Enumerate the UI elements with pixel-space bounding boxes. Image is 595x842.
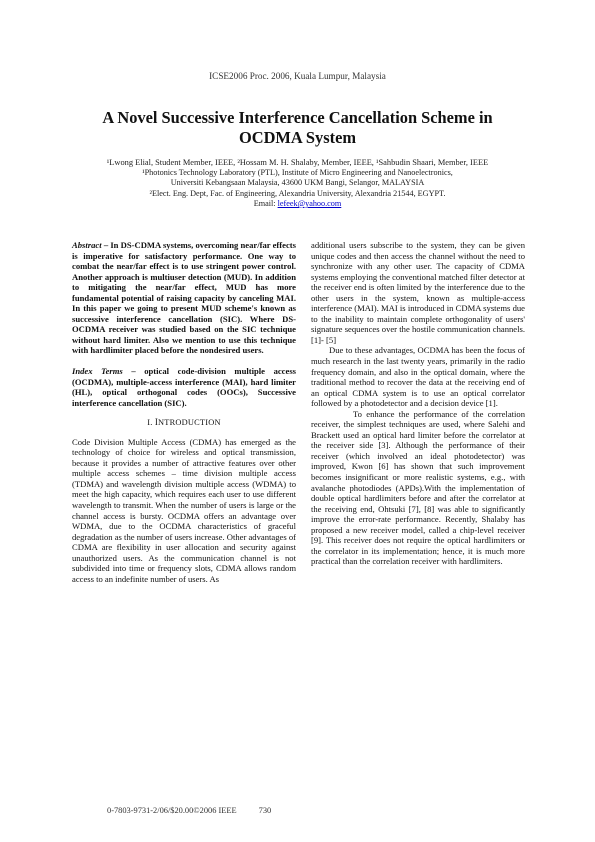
body-paragraph-right-3: To enhance the performance of the correlation receiver, the simplest techniques are used, where Salehi and Brackett used an optical hard limiter before the correlator at the receiver side [3]. Although the performance of their receiver (which involved an ideal photodetector) was improved, Kwon [6] has shown that such improvement becomes insignificant or more realistic systems, e.g., with avalanche photodiodes (APDs).With the implementation of double optical hardlimiters before and after the correlator at the receiving end, Ohtsuki [7], [8] was able to significantly improve the error-rate performance. Recently, Shalaby has proposed a new receiver model, called a chip-level receiver [9]. This receiver does not require the optical hardlimiters or the correlator in its implementation; hence, it is much more practical than the correlation receiver with hardlimiters.: [311, 408, 525, 567]
email-link[interactable]: lefeek@yahoo.com: [277, 198, 342, 208]
section-heading-introduction: [72, 417, 296, 429]
body-paragraph-left: Code Division Multiple Access (CDMA) has emerged as the technology of choice for wireless and optical transmission, because it provides a number of attractive features over other multiple access schemes – time division multiple access (TDMA) and wavelength division multiple access (WDMA) to meet the high capacity, which requires each user to use different wavelength to transmit. When the number of users is large or the channel access is bursty. OCDMA offers an advantage over WDMA, due to the OCDMA characteristics of graceful degradation as the number of users increase. Other advantages of CDMA are flexibility in user allocation and security against unauthorized users. As the communication channel is not subdivided into time or frequency slots, CDMA allows random access to an indefinite number of users. As: [72, 436, 296, 584]
section-numeral: I.: [147, 418, 155, 428]
body-paragraph-right-2: Due to these advantages, OCDMA has been the focus of much research in the last twenty years, primarily in the radio frequency domain, and also in the optical domain, where the traditional method to recover the data at the receiving end of an optical CDMA system is to use an optical correlator followed by a photodetector and a decision device [1].: [311, 345, 525, 409]
section-first-letter: I: [154, 417, 159, 428]
page-footer: [107, 806, 271, 815]
affiliation-line-2: Universiti Kebangsaan Malaysia, 43600 UKM Bangi, Selangor, MALAYSIA: [170, 178, 425, 188]
conference-header: ICSE2006 Proc. 2006, Kuala Lumpur, Malaysia: [209, 71, 386, 81]
section-rest: NTRODUCTION: [158, 418, 221, 428]
abstract: [72, 240, 296, 356]
email-line: [60, 199, 535, 209]
email-label: Email:: [253, 198, 278, 208]
abstract-text: – In DS-CDMA systems, overcoming near/far effects is imperative for satisfactory performance. One way to combat the near/far effect is to use stringent power control. Another approach is multiuser detection (MUD). In addition to mitigating the near/far effect, MUD has more fundamental potential of raising capacity by canceling MAI. In this paper we going to present MUD scheme's known as successive interference cancellation (SIC). Where DS-OCDMA receiver was studied based on the SIC technique without hard limiter. Also we mention to use this technique with hardlimiter placed before the nondesired users.: [72, 240, 296, 356]
abstract-lead: Abstract: [72, 240, 102, 250]
body-paragraph-right-1: additional users subscribe to the system, they can be given unique codes and then access the channel without the need to synchronize with any other user. The capacity of CDMA systems employing the conventional matched filter detector at the receiver end is often limited by the interference due to the other users in the system, known as multiple-access interference (MAI). MAI is introduced in CDMA systems due to the inability to maintain complete orthogonality of users' signature sequences over the hostile communication channels. [1]- [5]: [311, 240, 525, 345]
right-column: [311, 240, 525, 567]
affiliations: [60, 168, 535, 209]
left-column: [72, 240, 296, 584]
footer-isbn: 0-7803-9731-2/06/$20.00©2006 IEEE: [107, 806, 237, 815]
paper-title: [60, 108, 535, 148]
title-line-1: A Novel Successive Interference Cancellation Scheme in: [102, 108, 493, 127]
page-number: 730: [258, 806, 272, 815]
index-terms: [72, 366, 296, 408]
title-line-2: OCDMA System: [239, 128, 356, 147]
affiliation-line-1: ¹Photonics Technology Laboratory (PTL), Institute of Micro Engineering and Nanoelectronics,: [142, 168, 453, 177]
author-list: ¹Lwong Elial, Student Member, IEEE, ²Hossam M. H. Shalaby, Member, IEEE, ¹Sahbudin Shaari, Member, IEEE: [106, 158, 489, 167]
affiliation-line-3: ²Elect. Eng. Dept, Fac. of Engineering, Alexandria University, Alexandria 21544, EGYPT.: [149, 188, 446, 198]
index-terms-text: – optical code-division multiple access (OCDMA), multiple-access interference (MAI), hard limiter (HL), optical orthogonal codes (OOCs), Successive interference cancellation (SIC).: [72, 366, 297, 408]
index-terms-lead: Index Terms: [72, 366, 123, 377]
